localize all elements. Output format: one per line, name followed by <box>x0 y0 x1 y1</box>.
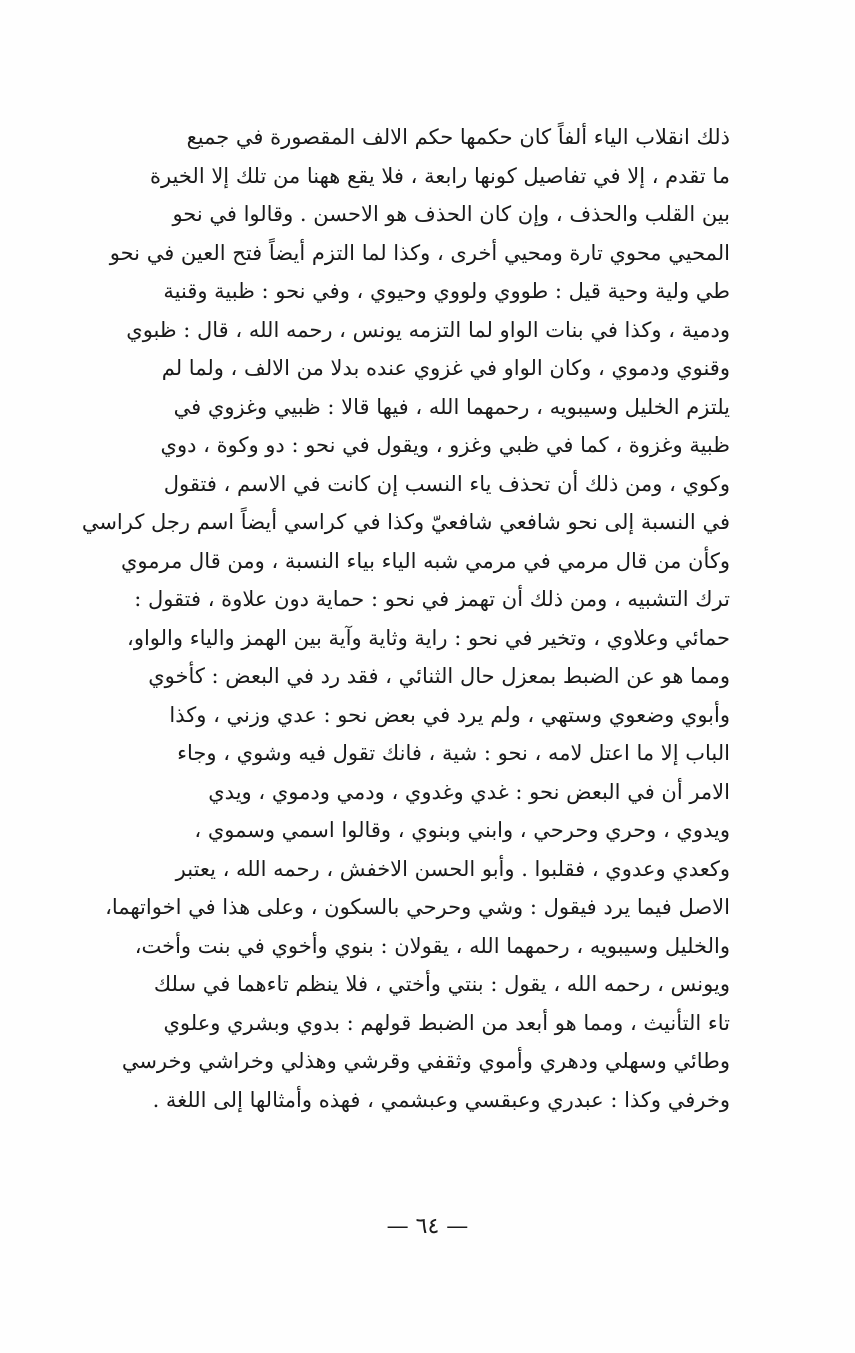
text-line: بين القلب والحذف ، وإن كان الحذف هو الاحسن . وقالوا في نحو <box>172 202 730 226</box>
text-line: وأبوي وضعوي وستهي ، ولم يرد في بعض نحو : عدي وزني ، وكذا <box>169 702 730 727</box>
page-number: — ٦٤ — <box>386 1214 469 1239</box>
text-line: تاء التأنيث ، ومما هو أبعد من الضبط قولهم : بدوي وبشري وعلوي <box>163 1010 730 1035</box>
text-line: يلتزم الخليل وسيبويه ، رحمهما الله ، فيها قالا : ظبيي وغزوي في <box>173 394 730 419</box>
text-line: ذلك انقلاب الياء ألفاً كان حكمها حكم الالف المقصورة في جميع <box>186 125 730 149</box>
text-line: وقنوي ودموي ، وكان الواو في غزوي عنده بدلا من الالف ، ولما لم <box>161 356 730 380</box>
text-line: وطائي وسهلي ودهري وأموي وثقفي وقرشي وهذلي وخراشي وخرسي <box>121 1049 730 1073</box>
text-line: حمائي وعلاوي ، وتخير في نحو : راية وثاية وآية بين الهمز والياء والواو، <box>127 625 730 650</box>
text-line: وخرفي وكذا : عبدري وعبقسي وعبشمي ، فهذه وأمثالها إلى اللغة . <box>152 1087 730 1112</box>
text-line: طي ولية وحية قيل : طووي ولووي وحيوي ، وفي نحو : ظبية وقنية <box>163 279 730 303</box>
text-line: ترك التشبيه ، ومن ذلك أن تهمز في نحو : حماية دون علاوة ، فتقول : <box>134 587 730 611</box>
body-text <box>78 118 730 1119</box>
text-line: والخليل وسيبويه ، رحمهما الله ، يقولان : بنوي وأخوي في بنت وأخت، <box>134 933 730 958</box>
text-line: الاصل فيما يرد فيقول : وشي وحرحي بالسكون ، وعلى هذا في اخواتهما، <box>105 895 730 919</box>
text-line: الباب إلا ما اعتل لامه ، نحو : شية ، فانك تقول فيه وشوي ، وجاء <box>177 741 730 765</box>
text-line: ما تقدم ، إلا في تفاصيل كونها رابعة ، فلا يقع ههنا من تلك إلا الخيرة <box>149 163 730 188</box>
text-line: ومما هو عن الضبط بمعزل حال الثنائي ، فقد رد في البعض : كأخوي <box>148 664 730 688</box>
text-line: ظبية وغزوة ، كما في ظبي وغزو ، ويقول في نحو : دو وكوة ، دوي <box>160 433 730 457</box>
text-line: ودمية ، وكذا في بنات الواو لما التزمه يونس ، رحمه الله ، قال : ظبوي <box>126 317 730 342</box>
text-line: وكعدي وعدوي ، فقلبوا . وأبو الحسن الاخفش ، رحمه الله ، يعتبر <box>175 856 730 881</box>
text-line: وكأن من قال مرمي في مرمي شبه الياء بياء النسبة ، ومن قال مرموي <box>121 548 730 573</box>
text-line: ويونس ، رحمه الله ، يقول : بنتي وأختي ، فلا ينظم تاءهما في سلك <box>153 972 730 996</box>
text-line: المحيي محوي تارة ومحيي أخرى ، وكذا لما التزم أيضاً فتح العين في نحو <box>109 240 730 265</box>
text-line: وكوي ، ومن ذلك أن تحذف ياء النسب إن كانت في الاسم ، فتقول <box>163 471 730 496</box>
text-line: ويدوي ، وحري وحرحي ، وابني وبنوي ، وقالوا اسمي وسموي ، <box>194 818 730 842</box>
text-line: الامر أن في البعض نحو : غدي وغدوي ، ودمي ودموي ، ويدي <box>208 779 730 804</box>
text-line: في النسبة إلى نحو شافعي شافعيّ وكذا في كراسي أيضاً اسم رجل كراسي <box>81 510 730 534</box>
